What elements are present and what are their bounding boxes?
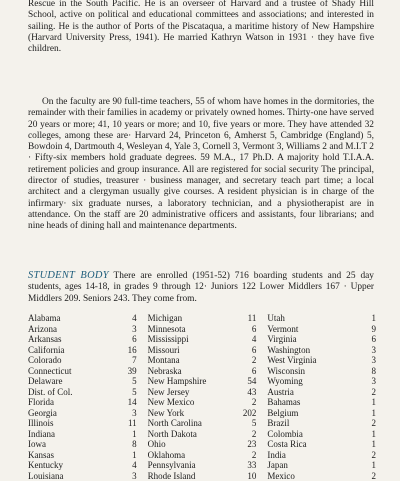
location-name: Mississippi	[148, 334, 189, 345]
location-name: Missouri	[148, 345, 180, 356]
location-name: Austria	[267, 387, 294, 398]
student-count: 16	[125, 345, 137, 356]
student-count: 4	[244, 334, 256, 345]
location-name: Indiana	[28, 429, 55, 440]
table-row	[28, 450, 139, 461]
table-column	[28, 313, 139, 481]
location-name: Minnesota	[148, 324, 186, 335]
student-count: 39	[125, 366, 137, 377]
location-name: Colombia	[267, 429, 303, 440]
student-count: 1	[364, 408, 376, 419]
location-name: Pennsylvania	[148, 460, 196, 471]
location-name: Nebraska	[148, 366, 182, 377]
table-row	[267, 387, 378, 398]
student-count: 2	[244, 450, 256, 461]
table-row	[148, 324, 259, 335]
student-count: 4	[125, 313, 137, 324]
table-row	[267, 355, 378, 366]
student-count: 3	[125, 471, 137, 481]
student-count: 2	[364, 471, 376, 481]
location-name: North Dakota	[148, 429, 197, 440]
student-count: 2	[244, 397, 256, 408]
table-row	[148, 376, 259, 387]
table-row	[148, 345, 259, 356]
table-row	[148, 471, 259, 481]
student-count: 3	[125, 408, 137, 419]
student-count: 8	[364, 366, 376, 377]
location-name: New Hampshire	[148, 376, 207, 387]
table-row	[267, 313, 378, 324]
student-count: 14	[125, 397, 137, 408]
table-row	[148, 460, 259, 471]
table-row	[28, 355, 139, 366]
table-row	[148, 313, 259, 324]
student-count: 5	[125, 387, 137, 398]
student-count: 1	[364, 460, 376, 471]
table-row	[267, 450, 378, 461]
student-count: 3	[125, 324, 137, 335]
location-name: New York	[148, 408, 185, 419]
student-count: 33	[244, 460, 256, 471]
student-count: 3	[364, 376, 376, 387]
table-row	[148, 387, 259, 398]
table-row	[267, 397, 378, 408]
table-row	[148, 450, 259, 461]
table-row	[148, 366, 259, 377]
student-body-paragraph	[28, 270, 374, 305]
location-name: Arkansas	[28, 334, 62, 345]
table-row	[28, 313, 139, 324]
location-name: Louisiana	[28, 471, 64, 481]
enrollment-by-location-table	[28, 313, 378, 481]
student-count: 2	[364, 387, 376, 398]
table-row	[28, 460, 139, 471]
location-name: India	[267, 450, 286, 461]
table-row	[267, 376, 378, 387]
table-row	[148, 355, 259, 366]
table-row	[267, 324, 378, 335]
table-row	[28, 334, 139, 345]
location-name: New Jersey	[148, 387, 190, 398]
student-count: 6	[125, 334, 137, 345]
student-count: 6	[244, 324, 256, 335]
student-count: 1	[364, 429, 376, 440]
student-count: 23	[244, 439, 256, 450]
table-row	[148, 418, 259, 429]
table-row	[267, 471, 378, 481]
table-row	[28, 387, 139, 398]
student-count: 5	[244, 418, 256, 429]
table-row	[148, 439, 259, 450]
table-row	[267, 334, 378, 345]
location-name: Iowa	[28, 439, 46, 450]
student-count: 1	[364, 313, 376, 324]
table-row	[148, 429, 259, 440]
location-name: Ohio	[148, 439, 166, 450]
location-name: Mexico	[267, 471, 295, 481]
location-name: Montana	[148, 355, 180, 366]
location-name: Wyoming	[267, 376, 302, 387]
intro-paragraph: Rescue in the South Pacific. He is an overseer of Harvard and a trustee of Shady Hill School, active on political and educational committees and associations; and interested in sailing. He is the author of Ports of the Piscataqua, a maritime history of New Hampshire (Harvard University Press, 1941). He married Kathryn Watson in 1931 · they have five children.	[28, 0, 374, 55]
table-row	[148, 334, 259, 345]
location-name: Washington	[267, 345, 310, 356]
table-row	[28, 408, 139, 419]
student-count: 7	[125, 355, 137, 366]
table-row	[28, 376, 139, 387]
location-name: Japan	[267, 460, 288, 471]
location-name: Virginia	[267, 334, 296, 345]
table-row	[28, 397, 139, 408]
location-name: Wisconsin	[267, 366, 305, 377]
student-count: 10	[244, 471, 256, 481]
location-name: North Carolina	[148, 418, 202, 429]
location-name: Georgia	[28, 408, 57, 419]
table-row	[148, 397, 259, 408]
table-row	[267, 345, 378, 356]
location-name: Rhode Island	[148, 471, 196, 481]
table-row	[267, 429, 378, 440]
student-count: 6	[244, 366, 256, 377]
student-count: 2	[244, 429, 256, 440]
location-name: Kansas	[28, 450, 54, 461]
location-name: New Mexico	[148, 397, 195, 408]
student-count: 8	[125, 439, 137, 450]
location-name: Oklahoma	[148, 450, 186, 461]
location-name: Brazil	[267, 418, 289, 429]
student-count: 1	[125, 429, 137, 440]
location-name: Delaware	[28, 376, 62, 387]
location-name: Bahamas	[267, 397, 300, 408]
location-name: Belgium	[267, 408, 298, 419]
student-count: 3	[364, 345, 376, 356]
student-count: 1	[364, 397, 376, 408]
table-row	[267, 418, 378, 429]
location-name: Connecticut	[28, 366, 72, 377]
student-count: 43	[244, 387, 256, 398]
student-count: 54	[244, 376, 256, 387]
student-count: 2	[244, 355, 256, 366]
table-row	[28, 439, 139, 450]
student-body-heading: STUDENT BODY	[28, 270, 109, 281]
table-row	[28, 366, 139, 377]
student-count: 11	[125, 418, 137, 429]
location-name: Vermont	[267, 324, 298, 335]
student-count: 1	[125, 450, 137, 461]
student-count: 9	[364, 324, 376, 335]
location-name: West Virginia	[267, 355, 316, 366]
location-name: California	[28, 345, 65, 356]
location-name: Colorado	[28, 355, 62, 366]
student-count: 6	[244, 345, 256, 356]
table-row	[28, 471, 139, 481]
student-count: 11	[244, 313, 256, 324]
table-row	[28, 345, 139, 356]
table-row	[267, 408, 378, 419]
location-name: Arizona	[28, 324, 57, 335]
student-count: 5	[125, 376, 137, 387]
student-count: 4	[125, 460, 137, 471]
student-count: 2	[364, 450, 376, 461]
location-name: Illinois	[28, 418, 54, 429]
table-row	[28, 418, 139, 429]
location-name: Utah	[267, 313, 285, 324]
student-count: 1	[364, 439, 376, 450]
student-count: 6	[364, 334, 376, 345]
table-row	[28, 324, 139, 335]
location-name: Michigan	[148, 313, 183, 324]
table-column	[148, 313, 259, 481]
table-column	[267, 313, 378, 481]
table-row	[267, 460, 378, 471]
location-name: Alabama	[28, 313, 60, 324]
table-row	[267, 366, 378, 377]
location-name: Florida	[28, 397, 54, 408]
location-name: Kentucky	[28, 460, 63, 471]
faculty-paragraph: On the faculty are 90 full-time teachers, 55 of whom have homes in the dormitories, the remainder with their families in academy or privately owned homes. Thirty-one have served 20 years or more; 41, 10 years or more; and 10, five years or more. They have attended 32 colleges, among these are· Harvard 24, Princeton 6, Amherst 5, Cambridge (England) 5, Bowdoin 4, Dartmouth 4, Wesleyan 4, Yale 3, Cornell 3, Vermont 3, Williams 2 and M.I.T 2 · Fifty-six members hold graduate degrees. 59 M.A., 17 Ph.D. A majority hold T.I.A.A. retirement policies and group insurance. All are registered for social security The principal, director of studies, treasurer · business manager, and secretary teach part time; a local architect and a clergyman usually give courses. A resident physician is in charge of the infirmary· six graduate nurses, a laboratory technician, and a physiotherapist are in attendance. On the staff are 20 administrative officers and assistants, four librarians; and nine heads of dining hall and maintenance departments.	[28, 97, 374, 233]
table-row	[267, 439, 378, 450]
student-count: 3	[364, 355, 376, 366]
student-count: 202	[243, 408, 257, 419]
location-name: Costa Rica	[267, 439, 306, 450]
table-row	[28, 429, 139, 440]
student-count: 2	[364, 418, 376, 429]
table-row	[148, 408, 259, 419]
location-name: Dist. of Col.	[28, 387, 73, 398]
student-body-text: There are enrolled (1951-52) 716 boarding students and 25 day students, ages 14-18, in grades 9 through 12· Juniors 122 Lower Middlers 167 · Upper Middlers 209. Seniors 243. They come from.	[28, 271, 374, 304]
